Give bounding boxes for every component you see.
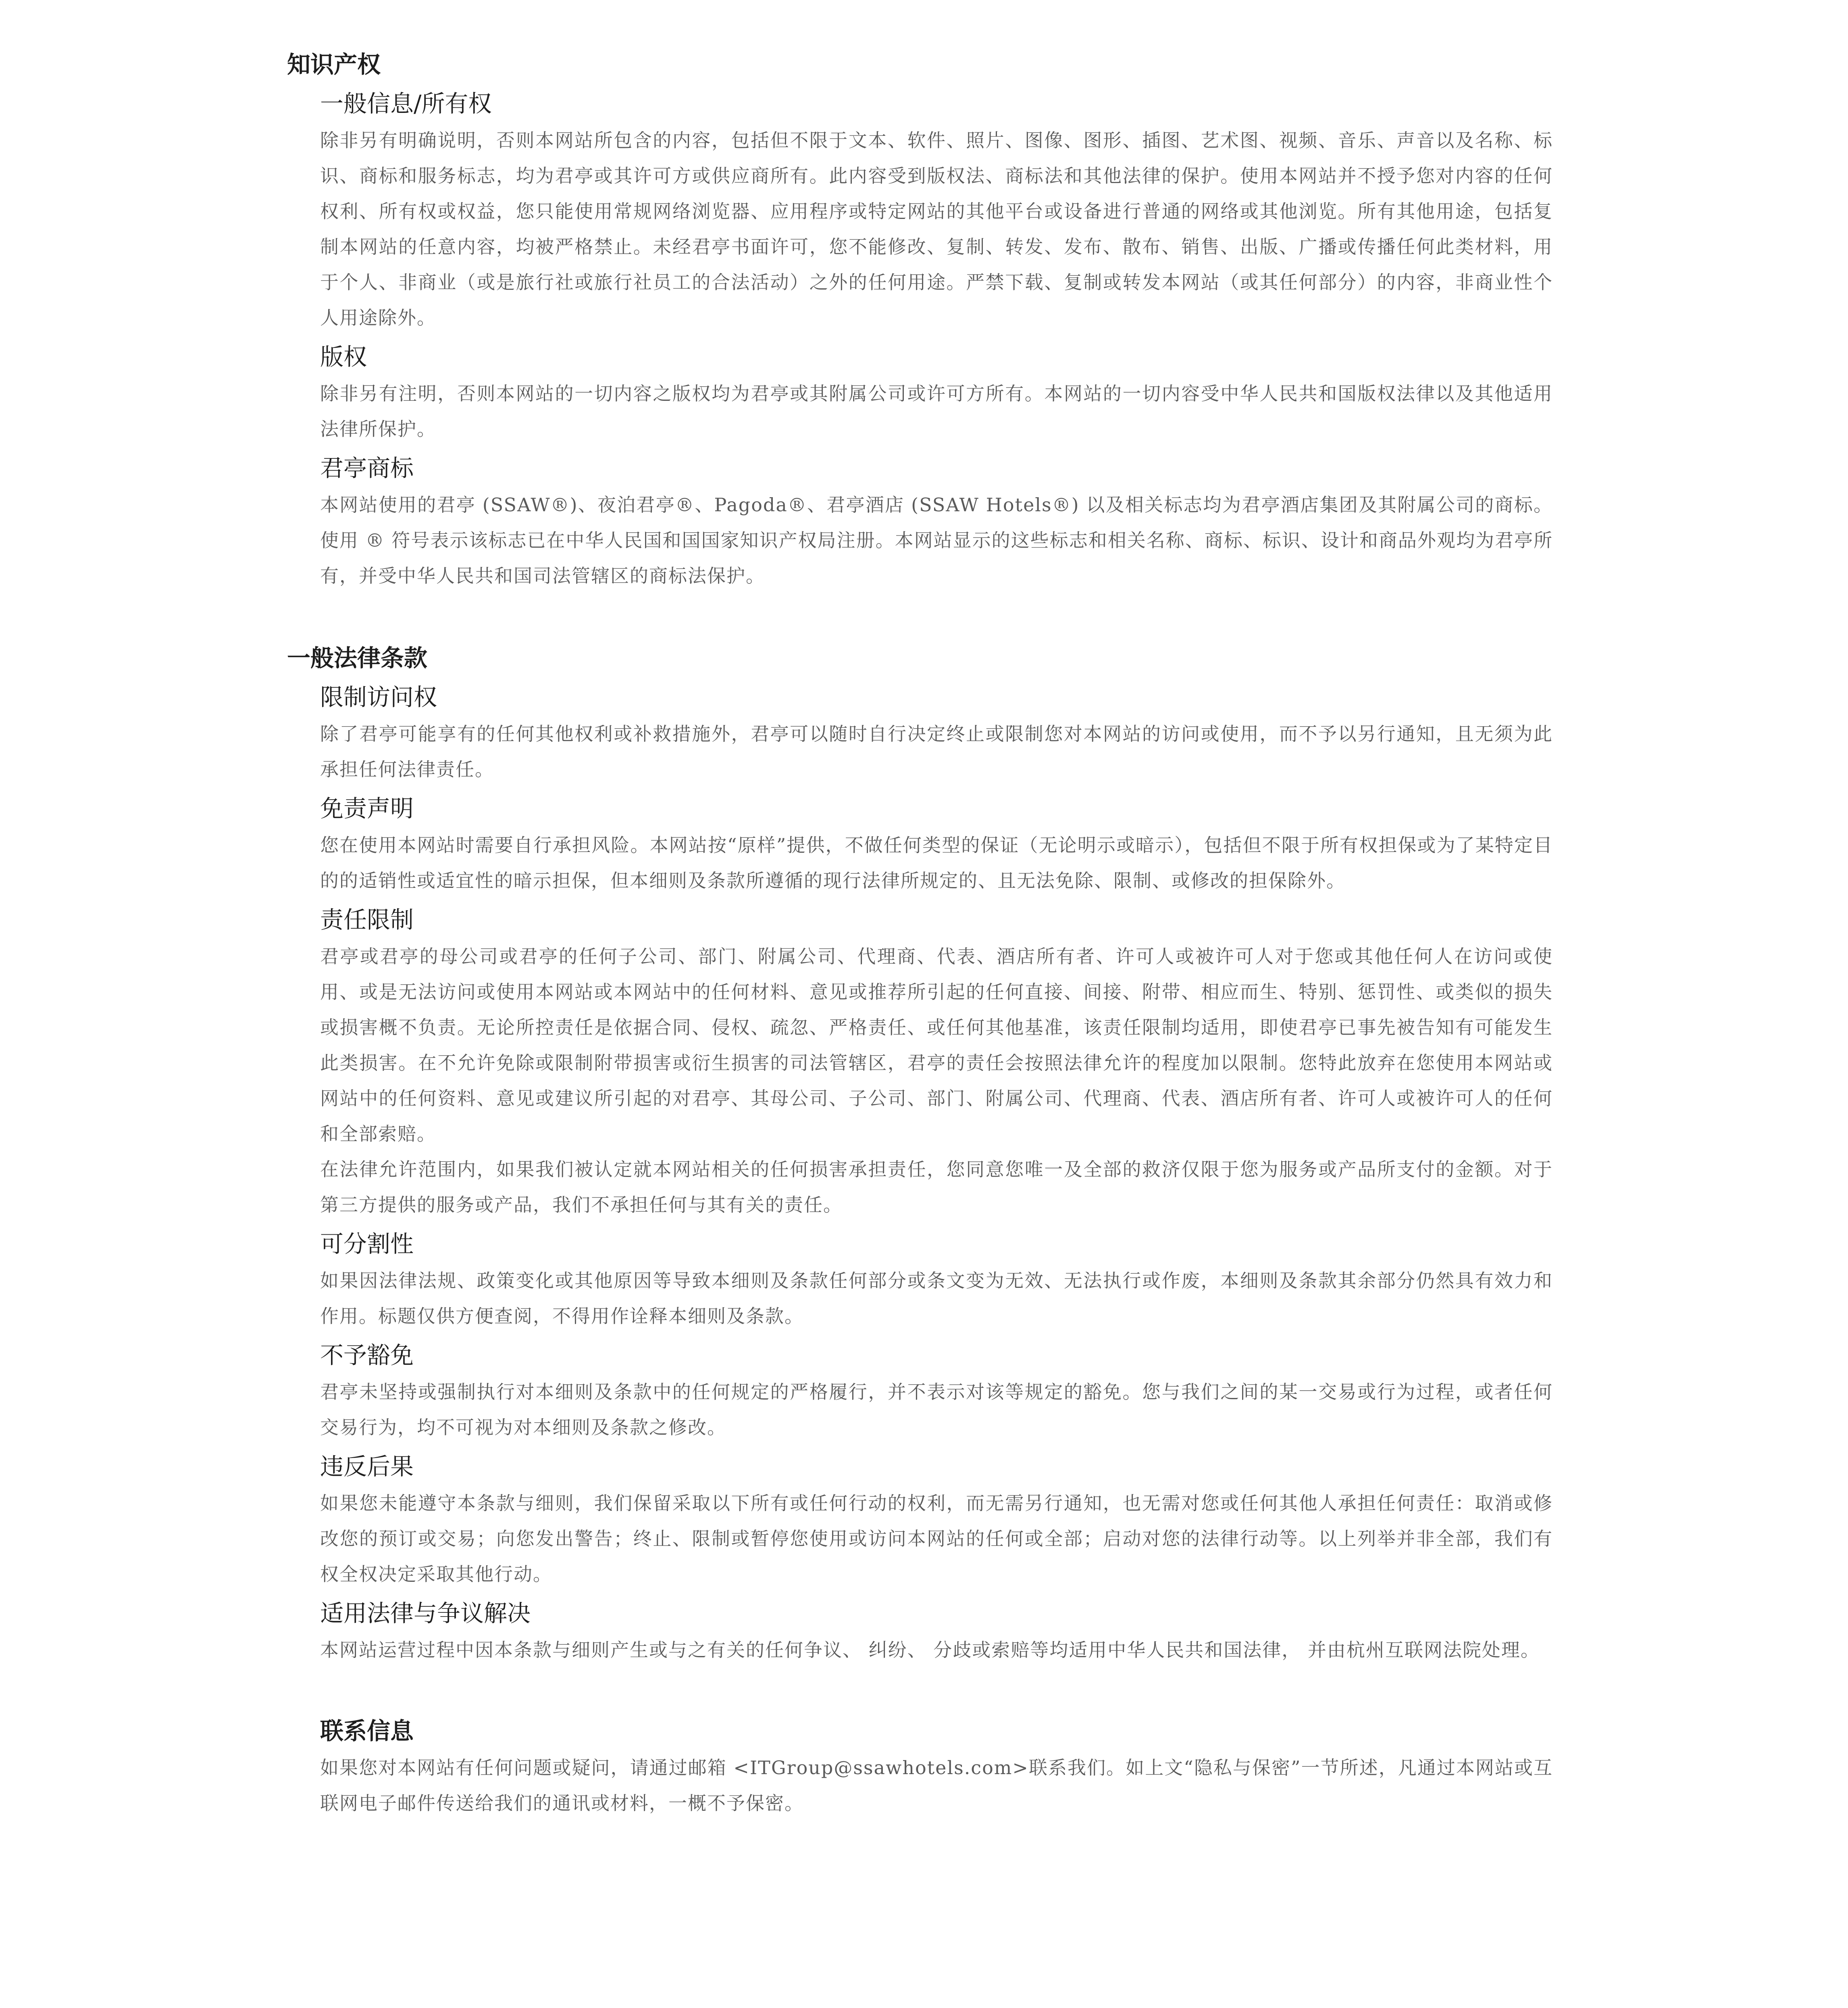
subsection-contact-info xyxy=(320,1712,1553,1821)
subsection-title: 版权 xyxy=(320,343,367,371)
paragraph: 如果您对本网站有任何问题或疑问，请通过邮箱 <ITGroup@ssawhotels.com>联系我们。如上文“隐私与保密”一节所述，凡通过本网站或互联网电子邮件传送给我们的通讯或材料，一概不予保密。 xyxy=(320,1757,1553,1814)
subsection-severability xyxy=(320,1225,1553,1334)
paragraph: 您在使用本网站时需要自行承担风险。本网站按“原样”提供，不做任何类型的保证（无论明示或暗示），包括但不限于所有权担保或为了某特定目的的适销性或适宜性的暗示担保，但本细则及条款所遵循的现行法律所规定的、且无法免除、限制、或修改的担保除外。 xyxy=(320,834,1553,892)
subsection-title: 适用法律与争议解决 xyxy=(320,1600,531,1627)
subsection-general-ownership xyxy=(320,85,1553,335)
paragraph: 除了君亭可能享有的任何其他权利或补救措施外，君亭可以随时自行决定终止或限制您对本网站的访问或使用，而不予以另行通知，且无须为此承担任何法律责任。 xyxy=(320,723,1553,780)
subsection-title: 君亭商标 xyxy=(320,454,414,482)
section-general-legal-terms xyxy=(287,638,1553,1668)
subsection-title: 免责声明 xyxy=(320,795,414,822)
subsection-title: 违反后果 xyxy=(320,1453,414,1480)
subsection-access-restriction xyxy=(320,678,1553,787)
paragraph: 除非另有明确说明，否则本网站所包含的内容，包括但不限于文本、软件、照片、图像、图形、插图、艺术图、视频、音乐、声音以及名称、标识、商标和服务标志，均为君亭或其许可方或供应商所有。此内容受到版权法、商标法和其他法律的保护。使用本网站并不授予您对内容的任何权利、所有权或权益，您只能使用常规网络浏览器、应用程序或特定网站的其他平台或设备进行普通的网络或其他浏览。所有其他用途，包括复制本网站的任意内容，均被严格禁止。未经君亭书面许可，您不能修改、复制、转发、发布、散布、销售、出版、广播或传播任何此类材料，用于个人、非商业（或是旅行社或旅行社员工的合法活动）之外的任何用途。严禁下载、复制或转发本网站（或其任何部分）的内容，非商业性个人用途除外。 xyxy=(320,129,1553,329)
subsection-title: 可分割性 xyxy=(320,1230,414,1258)
subsection-trademark xyxy=(320,449,1553,594)
paragraph: 君亭未坚持或强制执行对本细则及条款中的任何规定的严格履行，并不表示对该等规定的豁免。您与我们之间的某一交易或行为过程，或者任何交易行为，均不可视为对本细则及条款之修改。 xyxy=(320,1381,1553,1438)
paragraph: 如果因法律法规、政策变化或其他原因等导致本细则及条款任何部分或条文变为无效、无法执行或作废，本细则及条款其余部分仍然具有效力和作用。标题仅供方便查阅，不得用作诠释本细则及条款。 xyxy=(320,1270,1553,1327)
paragraph: 除非另有注明，否则本网站的一切内容之版权均为君亭或其附属公司或许可方所有。本网站的一切内容受中华人民共和国版权法律以及其他适用法律所保护。 xyxy=(320,383,1553,440)
subsection-governing-law xyxy=(320,1594,1553,1668)
subsection-violation-consequences xyxy=(320,1448,1553,1592)
paragraph: 君亭或君亭的母公司或君亭的任何子公司、部门、附属公司、代理商、代表、酒店所有者、许可人或被许可人对于您或其他任何人在访问或使用、或是无法访问或使用本网站或本网站中的任何材料、意见或推荐所引起的任何直接、间接、附带、相应而生、特别、惩罚性、或类似的损失或损害概不负责。无论所控责任是依据合同、侵权、疏忽、严格责任、或任何其他基准，该责任限制均适用，即使君亭已事先被告知有可能发生此类损害。在不允许免除或限制附带损害或衍生损害的司法管辖区，君亭的责任会按照法律允许的程度加以限制。您特此放弃在您使用本网站或网站中的任何资料、意见或建议所引起的对君亭、其母公司、子公司、部门、附属公司、代理商、代表、酒店所有者、许可人或被许可人的任何和全部索赔。 xyxy=(320,946,1553,1145)
subsection-title: 责任限制 xyxy=(320,906,414,933)
subsection-liability-limitation xyxy=(320,901,1553,1223)
paragraph: 如果您未能遵守本条款与细则，我们保留采取以下所有或任何行动的权利，而无需另行通知，也无需对您或任何其他人承担任何责任：取消或修改您的预订或交易；向您发出警告；终止、限制或暂停您使用或访问本网站的任何或全部；启动对您的法律行动等。以上列举并非全部，我们有权全权决定采取其他行动。 xyxy=(320,1492,1553,1585)
section-intellectual-property xyxy=(287,44,1553,594)
section-title: 一般法律条款 xyxy=(287,644,428,672)
subsection-copyright xyxy=(320,338,1553,447)
section-title: 知识产权 xyxy=(287,51,381,78)
subsection-title: 不予豁免 xyxy=(320,1341,414,1369)
subsection-disclaimer xyxy=(320,789,1553,898)
section-contact xyxy=(287,1712,1553,1821)
paragraph: 本网站使用的君亭 (SSAW®)、夜泊君亭®、Pagoda®、君亭酒店 (SSAW Hotels®) 以及相关标志均为君亭酒店集团及其附属公司的商标。使用 ® 符号表示该标志已在中华人民国和国国家知识产权局注册。本网站显示的这些标志和相关名称、商标、标识、设计和商品外观均为君亭所有，并受中华人民共和国司法管辖区的商标法保护。 xyxy=(320,494,1553,587)
subsection-title: 限制访问权 xyxy=(320,683,437,711)
paragraph: 在法律允许范围内，如果我们被认定就本网站相关的任何损害承担责任，您同意您唯一及全部的救济仅限于您为服务或产品所支付的金额。对于第三方提供的服务或产品，我们不承担任何与其有关的责任。 xyxy=(320,1158,1553,1216)
paragraph: 本网站运营过程中因本条款与细则产生或与之有关的任何争议、 纠纷、 分歧或索赔等均适用中华人民共和国法律， 并由杭州互联网法院处理。 xyxy=(320,1639,1540,1661)
subsection-title: 一般信息/所有权 xyxy=(320,90,492,117)
subsection-no-waiver xyxy=(320,1336,1553,1445)
subsection-title: 联系信息 xyxy=(320,1717,414,1745)
